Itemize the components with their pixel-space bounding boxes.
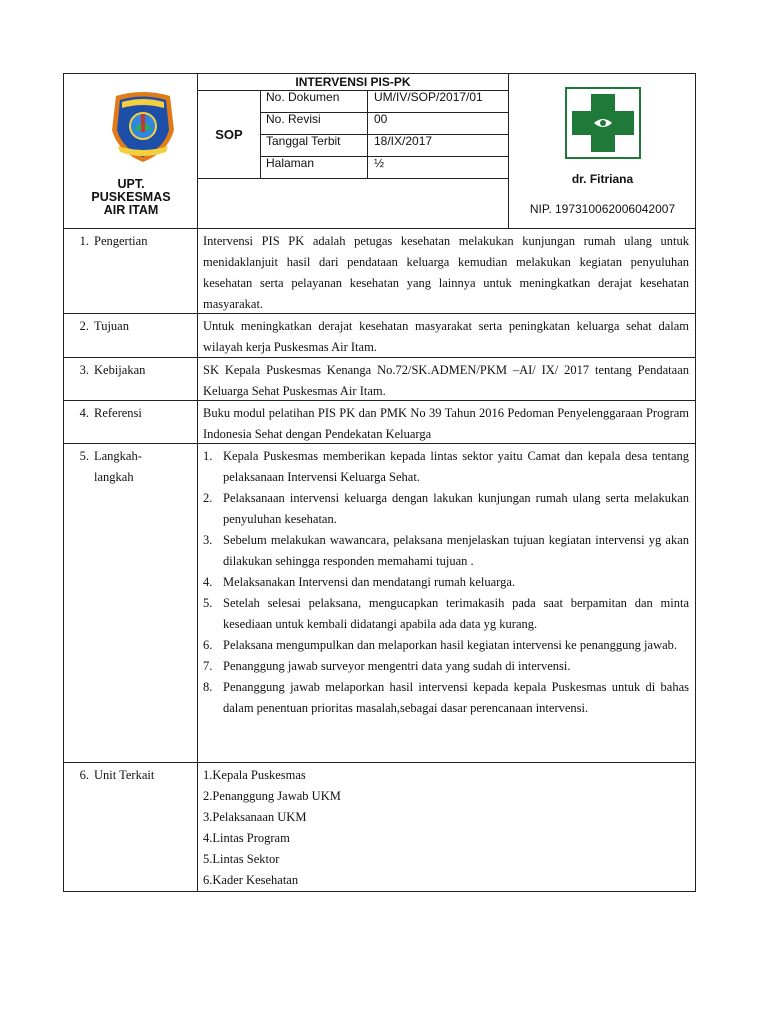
signer-nip: NIP. 197310062006042007	[529, 202, 676, 216]
step-text: Pelaksana mengumpulkan dan melaporkan hasil kegiatan intervensi ke penanggung jawab.	[223, 638, 678, 652]
org-name-line2: PUSKESMAS	[91, 190, 171, 204]
unit-item: 1.Kepala Puskesmas	[203, 768, 306, 782]
info-key: Halaman	[260, 156, 368, 178]
section-content	[198, 444, 695, 762]
section-content: Intervensi PIS PK adalah petugas kesehatan melakukan kunjungan rumah ulang untuk menidaklanjuit hasil dari pendataan keluarga kemudian melakukan kegiatan penyuluhan kesehatan serta pelayanan kesehatan yang lainnya untuk meningkatkan derajat kesehatan masyarakat.	[203, 234, 689, 311]
unit-item: 3.Pelaksanaan UKM	[203, 810, 307, 824]
section-number: 6.	[79, 768, 89, 782]
unit-item: 6.Kader Kesehatan	[203, 873, 299, 887]
info-key: No. Revisi	[260, 112, 368, 134]
section-content: Buku modul pelatihan PIS PK dan PMK No 39 Tahun 2016 Pedoman Penyelenggaraan Program Indonesia Sehat dengan Pendekatan Keluarga	[203, 406, 689, 441]
step-number: 1.	[203, 449, 213, 463]
org-name	[64, 178, 198, 217]
org-name-line1: UPT.	[117, 177, 145, 191]
blank-cell	[198, 178, 508, 229]
document-title: INTERVENSI PIS-PK	[198, 74, 508, 91]
section-title-line2: langkah	[94, 470, 134, 484]
info-key: Tanggal Terbit	[260, 134, 368, 156]
section-number: 1.	[79, 234, 89, 248]
step-number: 2.	[203, 491, 213, 505]
step-number: 4.	[203, 575, 213, 589]
step-text: Sebelum melakukan wawancara, pelaksana menjelaskan tujuan kegiatan intervensi yg akan dilakukan sehingga responden memahami tujuan .	[223, 533, 689, 568]
step-item	[203, 677, 689, 719]
section-title-line1: Langkah-	[94, 449, 142, 463]
info-value: ½	[374, 156, 385, 170]
info-row-page	[260, 156, 508, 178]
section-title: Kebijakan	[94, 363, 146, 377]
step-number: 8.	[203, 680, 213, 694]
section-title: Unit Terkait	[94, 768, 155, 782]
step-number: 7.	[203, 659, 213, 673]
section-title: Pengertian	[94, 234, 148, 248]
info-key: No. Dokumen	[260, 90, 368, 112]
unit-item: 2.Penanggung Jawab UKM	[203, 789, 341, 803]
section-tujuan	[63, 314, 696, 358]
section-kebijakan	[63, 358, 696, 401]
section-number: 4.	[79, 406, 89, 420]
step-text: Penanggung jawab surveyor mengentri data yang sudah di intervensi.	[223, 659, 571, 673]
unit-item: 5.Lintas Sektor	[203, 852, 280, 866]
section-content: SK Kepala Puskesmas Kenanga No.72/SK.ADMEN/PKM –AI/ IX/ 2017 tentang Pendataan Keluarga Sehat Puskesmas Air Itam.	[203, 363, 689, 398]
section-number: 2.	[79, 319, 89, 333]
section-content: Untuk meningkatkan derajat kesehatan masyarakat serta peningkatan keluarga sehat dalam wilayah kerja Puskesmas Air Itam.	[203, 319, 689, 354]
section-pengertian	[63, 229, 696, 314]
info-row-doc-number	[260, 90, 508, 113]
section-label	[64, 314, 198, 357]
section-label	[64, 229, 198, 313]
step-number: 5.	[203, 596, 213, 610]
steps-list	[203, 446, 689, 719]
step-text: Penanggung jawab melaporkan hasil intervensi kepada kepala Puskesmas untuk di bahas dalam penentuan prioritas masalah,sebagai dasar perencanaan intervensi.	[223, 680, 689, 715]
info-value: 18/IX/2017	[374, 134, 433, 148]
section-langkah	[63, 444, 696, 763]
section-label	[64, 763, 198, 891]
sop-document	[63, 73, 696, 892]
step-number: 3.	[203, 533, 213, 547]
section-unit-terkait	[63, 763, 696, 892]
step-text: Kepala Puskesmas memberikan kepada lintas sektor yaitu Camat dan kepala desa tentang pelaksanaan Intervensi Keluarga Sehat.	[223, 449, 689, 484]
signer-name: dr. Fitriana	[571, 172, 634, 186]
section-title: Tujuan	[94, 319, 129, 333]
info-row-revision	[260, 112, 508, 135]
step-item	[203, 572, 689, 593]
sop-label: SOP	[198, 90, 261, 178]
step-item	[203, 635, 689, 656]
unit-item: 4.Lintas Program	[203, 831, 290, 845]
step-item	[203, 656, 689, 677]
step-text: Pelaksanaan intervensi keluarga dengan lakukan kunjungan rumah ulang serta melakukan penyuluhan kesehatan.	[223, 491, 689, 526]
section-label	[64, 358, 198, 400]
info-value: 00	[374, 112, 388, 126]
step-text: Setelah selesai pelaksana, mengucapkan terimakasih pada saat berpamitan dan minta kesediaan untuk kembali didatangi apabila ada data yg kurang.	[223, 596, 689, 631]
step-number: 6.	[203, 638, 213, 652]
section-title: Referensi	[94, 406, 142, 420]
section-number: 3.	[79, 363, 89, 377]
document-header	[63, 73, 696, 229]
section-content	[198, 763, 695, 891]
info-row-issue-date	[260, 134, 508, 157]
puskesmas-cross-icon	[564, 86, 642, 160]
step-item	[203, 488, 689, 530]
step-item	[203, 446, 689, 488]
step-item	[203, 593, 689, 635]
org-name-line3: AIR ITAM	[103, 203, 159, 217]
section-number: 5.	[79, 449, 89, 463]
step-text: Melaksanakan Intervensi dan mendatangi rumah keluarga.	[223, 575, 516, 589]
doc-info-cell	[198, 74, 508, 228]
section-referensi	[63, 401, 696, 444]
org-cell	[64, 74, 198, 228]
section-label	[64, 444, 198, 762]
signer-cell	[508, 74, 695, 228]
info-value: UM/IV/SOP/2017/01	[374, 90, 483, 104]
section-label	[64, 401, 198, 443]
step-item	[203, 530, 689, 572]
regional-emblem-icon	[104, 86, 182, 166]
